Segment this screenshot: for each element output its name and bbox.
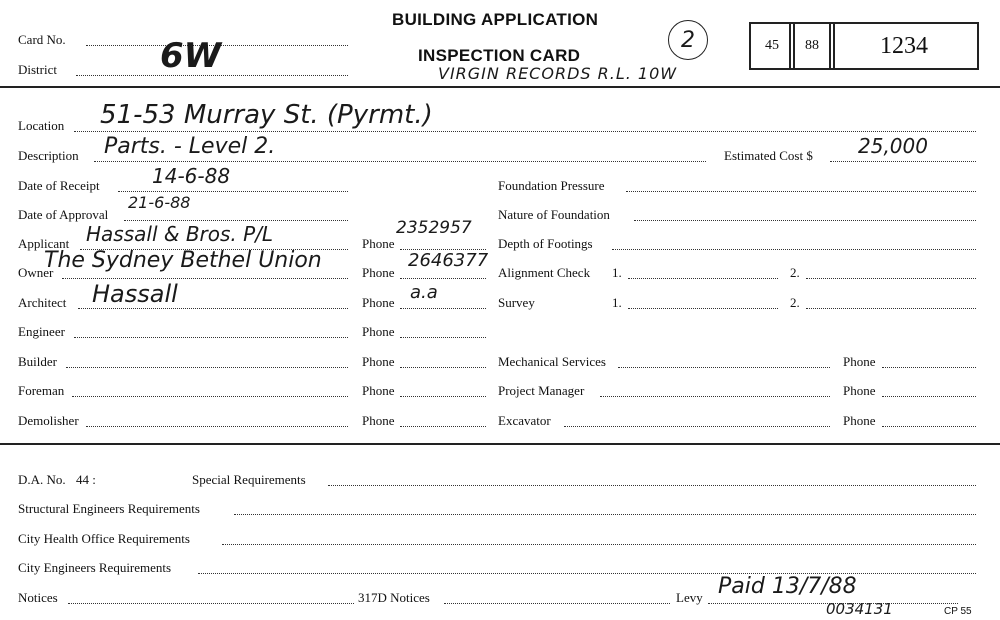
card-no-label: Card No. — [18, 32, 66, 47]
handwritten-note: VIRGIN RECORDS R.L. 10W — [438, 64, 678, 83]
phone-line-mechanical — [882, 367, 976, 368]
applicant-label: Applicant — [18, 236, 70, 251]
engineer-line — [74, 337, 348, 338]
phone-owner: 2646377 — [408, 250, 489, 271]
architect-value: Hassall — [92, 280, 178, 308]
form-code: CP 55 — [944, 606, 972, 617]
description-label: Description — [18, 148, 79, 163]
engineer-label: Engineer — [18, 324, 65, 339]
location-label: Location — [18, 118, 65, 133]
box-1234 — [829, 22, 979, 70]
district-value: 6W — [160, 36, 222, 76]
demolisher-label: Demolisher — [18, 413, 79, 428]
alignment-label: Alignment Check — [498, 265, 591, 280]
notices-label: Notices — [18, 590, 58, 605]
foundation-pressure-line — [626, 191, 976, 192]
architect-label: Architect — [18, 295, 67, 310]
depth-footings-line — [612, 249, 976, 250]
survey-line-2 — [806, 308, 976, 309]
phone-label-excavator: Phone — [843, 413, 876, 428]
location-line — [74, 131, 976, 132]
phone-line-project-manager — [882, 396, 976, 397]
alignment-1: 1. — [612, 265, 622, 280]
survey-2: 2. — [790, 295, 800, 310]
box-1234-text: 1234 — [880, 32, 928, 59]
builder-line — [66, 367, 348, 368]
depth-footings-label: Depth of Footings — [498, 236, 593, 251]
location-value: 51-53 Murray St. (Pyrmt.) — [100, 100, 433, 130]
section-divider — [0, 443, 1000, 445]
nature-foundation-line — [634, 220, 976, 221]
alignment-2: 2. — [790, 265, 800, 280]
box-45-text: 45 — [765, 38, 779, 53]
estimated-cost-label: Estimated Cost $ — [724, 148, 813, 163]
special-label: Special Requirements — [192, 472, 306, 487]
approval-value: 21-6-88 — [128, 193, 191, 212]
district-label: District — [18, 62, 57, 77]
phone-line-owner — [400, 278, 486, 279]
project-manager-label: Project Manager — [498, 383, 585, 398]
city-eng-label: City Engineers Requirements — [18, 560, 172, 575]
special-line — [328, 485, 976, 486]
notices-line — [68, 603, 354, 604]
health-line — [222, 544, 976, 545]
applicant-value: Hassall & Bros. P/L — [86, 222, 274, 246]
demolisher-line — [86, 426, 348, 427]
phone-label-project-manager: Phone — [843, 383, 876, 398]
phone-label-applicant: Phone — [362, 236, 395, 251]
phone-label-foreman: Phone — [362, 383, 395, 398]
foreman-label: Foreman — [18, 383, 65, 398]
phone-line-excavator — [882, 426, 976, 427]
phone-architect: a.a — [410, 282, 438, 303]
owner-line — [62, 278, 348, 279]
phone-line-builder — [400, 367, 486, 368]
phone-line-foreman — [400, 396, 486, 397]
title-line2: INSPECTION CARD — [418, 46, 581, 65]
description-value: Parts. - Level 2. — [104, 134, 276, 159]
survey-line-1 — [628, 308, 778, 309]
estimated-cost-value: 25,000 — [858, 134, 928, 158]
structural-label: Structural Engineers Requirements — [18, 501, 200, 516]
receipt-number: 0034131 — [826, 600, 893, 618]
builder-label: Builder — [18, 354, 57, 369]
architect-line — [78, 308, 348, 309]
approval-line — [124, 220, 348, 221]
da-value: 44 : — [76, 472, 96, 487]
survey-label: Survey — [498, 295, 535, 310]
project-manager-line — [600, 396, 830, 397]
levy-value: Paid 13/7/88 — [718, 574, 857, 599]
levy-label: Levy — [676, 590, 703, 605]
receipt-label: Date of Receipt — [18, 178, 100, 193]
header-divider — [0, 86, 1000, 88]
nature-foundation-label: Nature of Foundation — [498, 207, 610, 222]
excavator-label: Excavator — [498, 413, 551, 428]
structural-line — [234, 514, 976, 515]
owner-value: The Sydney Bethel Union — [44, 248, 322, 273]
phone-applicant: 2352957 — [396, 218, 472, 238]
phone-label-demolisher: Phone — [362, 413, 395, 428]
phone-label-builder: Phone — [362, 354, 395, 369]
phone-line-architect — [400, 308, 486, 309]
notices-317d-line — [444, 603, 670, 604]
receipt-line — [118, 191, 348, 192]
city-eng-line — [198, 573, 976, 574]
approval-label: Date of Approval — [18, 207, 109, 222]
receipt-value: 14-6-88 — [152, 164, 231, 188]
phone-line-engineer — [400, 337, 486, 338]
phone-label-engineer: Phone — [362, 324, 395, 339]
notices-317d-label: 317D Notices — [358, 590, 430, 605]
da-label: D.A. No. — [18, 472, 66, 487]
foreman-line — [72, 396, 348, 397]
description-line — [94, 161, 706, 162]
phone-label-architect: Phone — [362, 295, 395, 310]
phone-label-owner: Phone — [362, 265, 395, 280]
alignment-line-2 — [806, 278, 976, 279]
estimated-cost-line — [830, 161, 976, 162]
excavator-line — [564, 426, 830, 427]
phone-label-mechanical: Phone — [843, 354, 876, 369]
phone-line-demolisher — [400, 426, 486, 427]
foundation-pressure-label: Foundation Pressure — [498, 178, 605, 193]
box-88-text: 88 — [805, 38, 819, 53]
owner-label: Owner — [18, 265, 54, 280]
survey-1: 1. — [612, 295, 622, 310]
title-line1: BUILDING APPLICATION — [392, 10, 599, 29]
mechanical-line — [618, 367, 830, 368]
circled-number-text: 2 — [681, 27, 695, 53]
mechanical-label: Mechanical Services — [498, 354, 606, 369]
alignment-line-1 — [628, 278, 778, 279]
circled-number — [668, 20, 708, 60]
health-label: City Health Office Requirements — [18, 531, 190, 546]
